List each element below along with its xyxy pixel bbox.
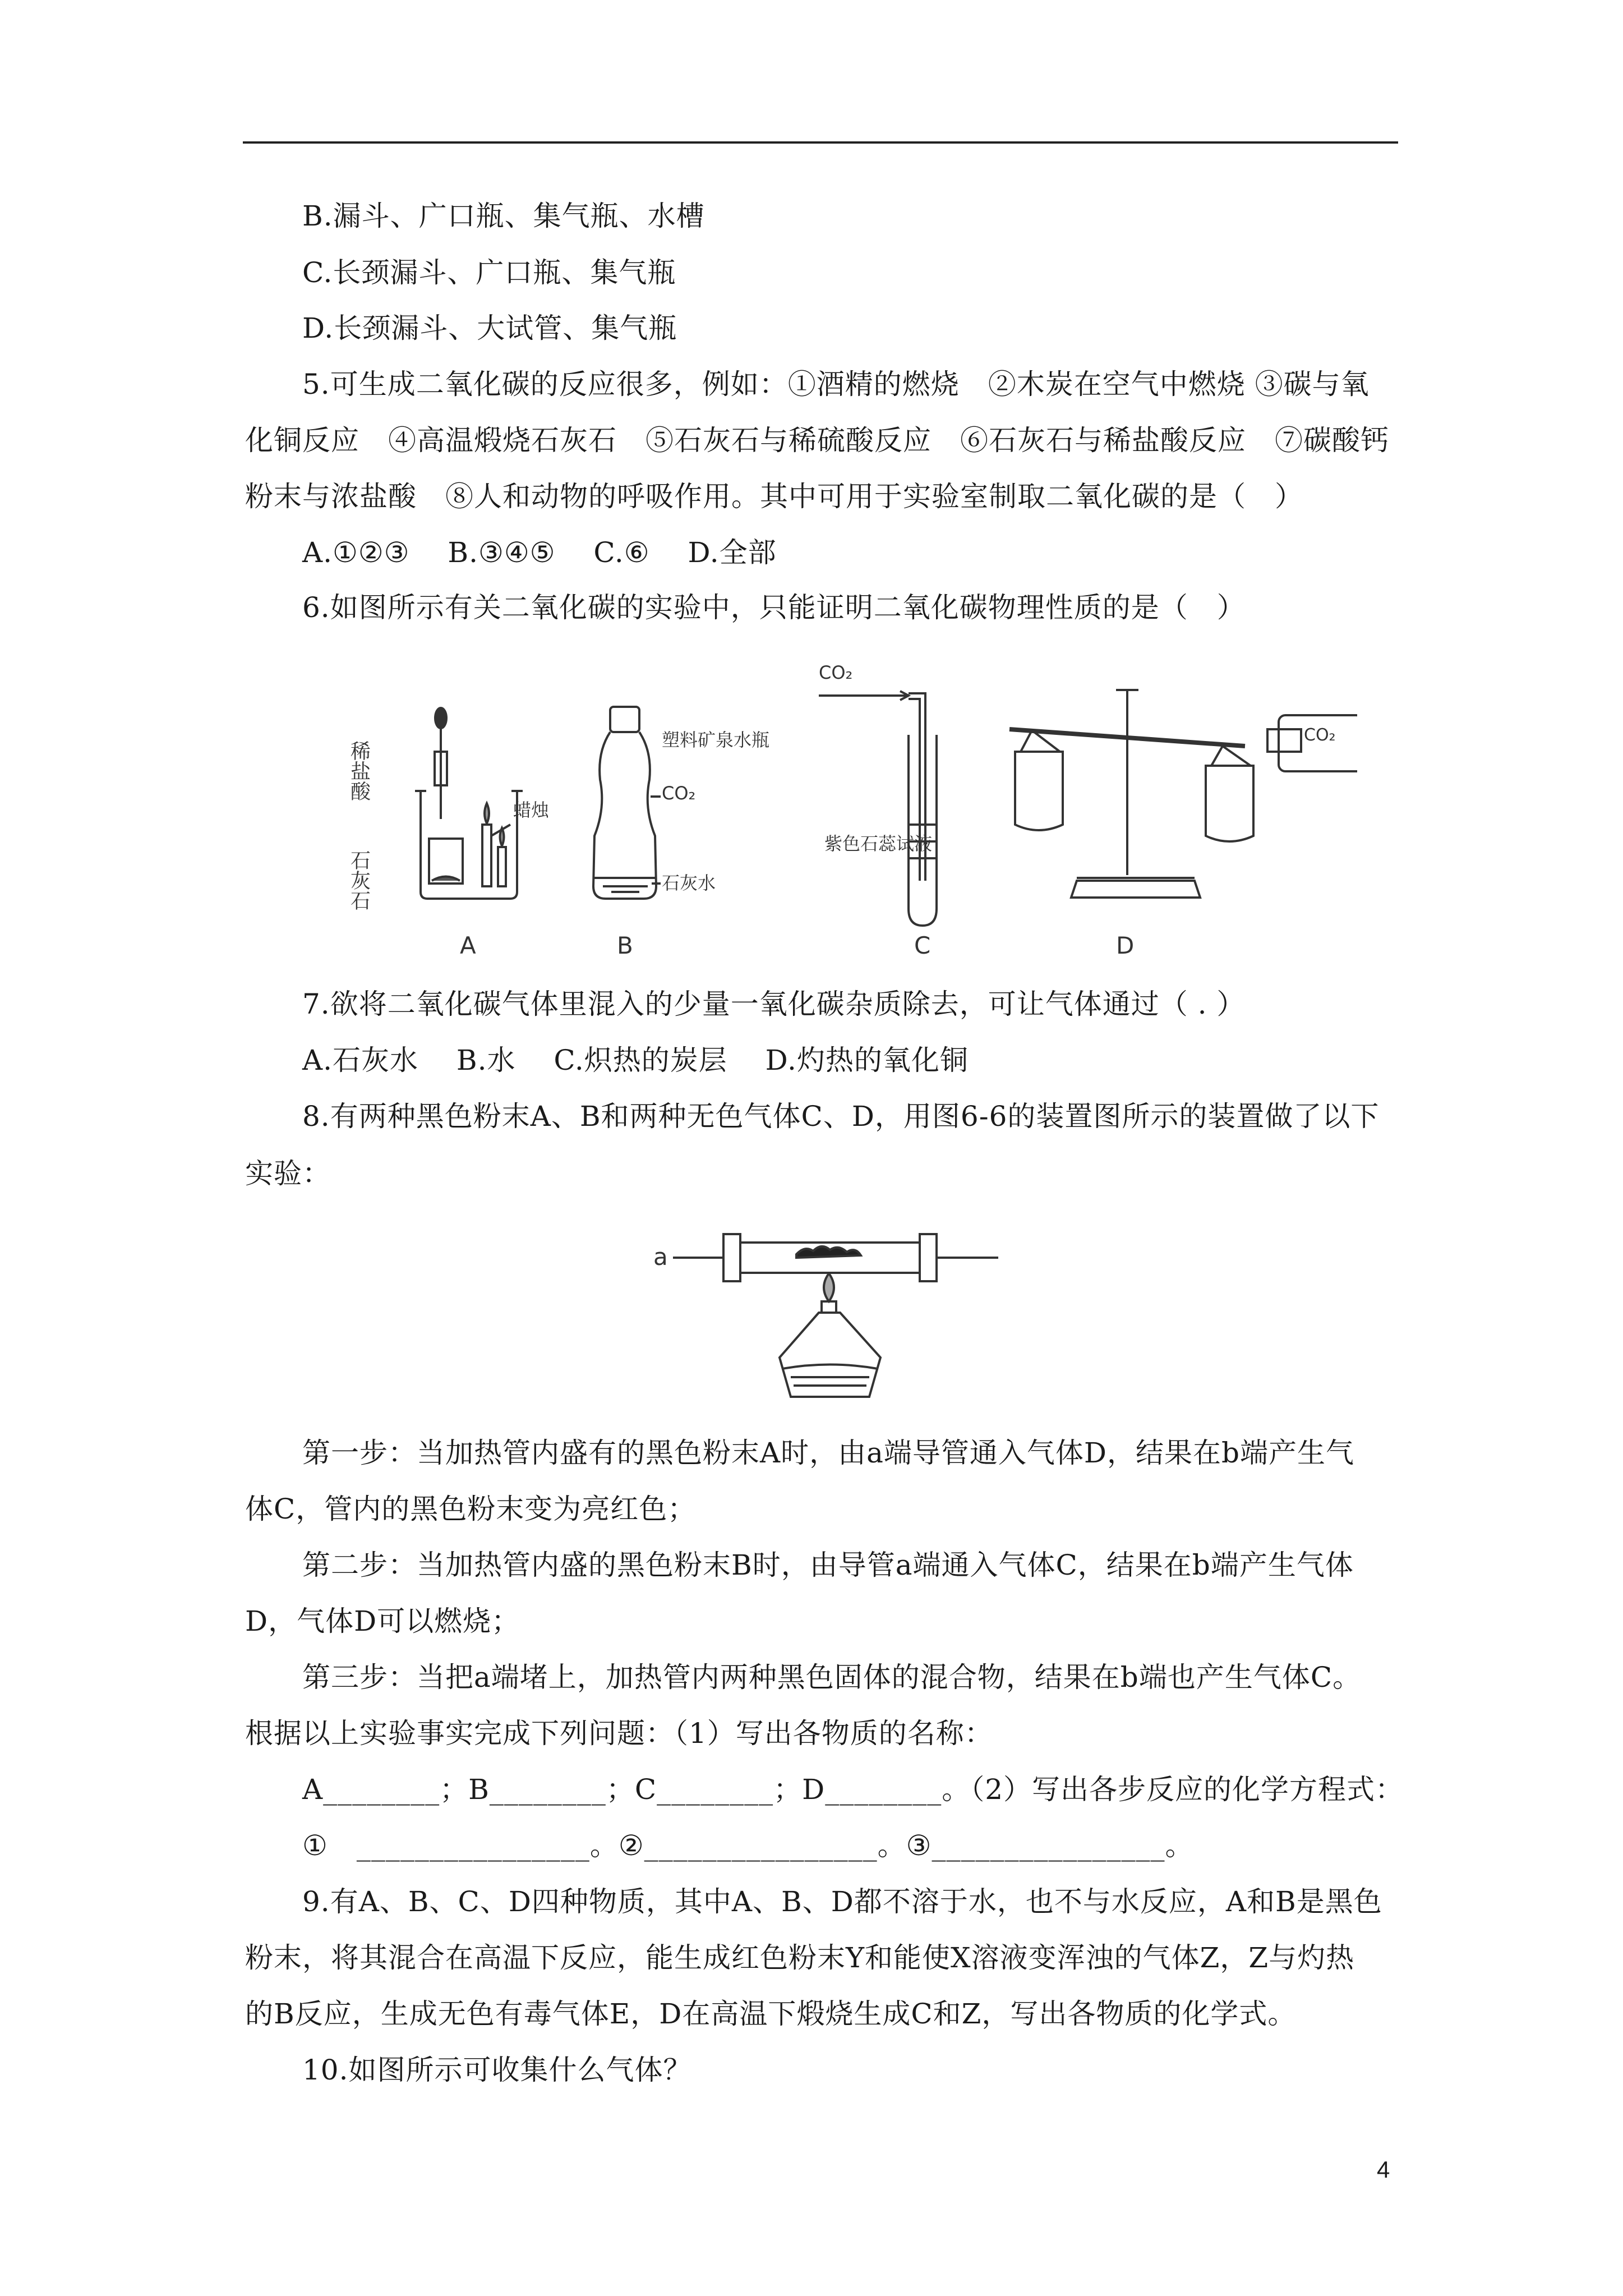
label-co2-d: CO₂ — [1304, 725, 1336, 745]
question-5-options: A.①②③ B.③④⑤ C.⑥ D.全部 — [302, 536, 777, 569]
step-1-line-1: 第一步：当加热管内盛有的黑色粉末A时，由a端导管通入气体D，结果在b端产生气 — [302, 1437, 1355, 1469]
question-5-line-2: 化铜反应 ④高温煅烧石灰石 ⑤石灰石与稀硫酸反应 ⑥石灰石与稀盐酸反应 ⑦碳酸钙 — [245, 424, 1389, 457]
label-dilute-hcl: 稀盐酸 — [348, 740, 371, 801]
step-2-line-1: 第二步：当加热管内盛的黑色粉末B时，由导管a端通入气体C，结果在b端产生气体 — [302, 1549, 1354, 1581]
question-8-figure — [651, 1212, 1009, 1414]
question-6-figure — [348, 656, 1357, 970]
caption-d: D — [1116, 932, 1135, 959]
label-limestone: 石灰石 — [348, 850, 371, 910]
question-7-options: A.石灰水 B.水 C.炽热的炭层 D.灼热的氧化铜 — [302, 1044, 969, 1076]
step-2-line-2: D，气体D可以燃烧； — [245, 1605, 520, 1637]
caption-b: B — [617, 932, 633, 959]
label-litmus: 紫色石蕊试液 — [824, 833, 933, 854]
apparatus-c — [819, 662, 937, 959]
apparatus-a — [348, 708, 550, 959]
label-bottle: 塑料矿泉水瓶 — [662, 729, 770, 751]
header-rule — [243, 141, 1398, 144]
label-co2-c: CO₂ — [819, 662, 853, 683]
question-9-line-3: 的B反应，生成无色有毒气体E，D在高温下煅烧生成C和Z，写出各物质的化学式。 — [245, 1998, 1297, 2030]
step-3-line-1: 第三步：当把a端堵上，加热管内两种黑色固体的混合物，结果在b端也产生气体C。 — [302, 1661, 1362, 1694]
question-5-line-3: 粉末与浓盐酸 ⑧人和动物的呼吸作用。其中可用于实验室制取二氧化碳的是（ ） — [245, 480, 1303, 513]
apparatus-b — [593, 707, 769, 959]
caption-a: A — [460, 932, 476, 959]
answer-blanks-equations: ① ________________。②________________。③________________。 — [302, 1829, 1194, 1862]
question-5-line-1: 5.可生成二氧化碳的反应很多，例如：①酒精的燃烧 ②木炭在空气中燃烧 ③碳与氧 — [302, 368, 1370, 401]
apparatus-d — [1009, 690, 1357, 959]
question-10: 10.如图所示可收集什么气体？ — [302, 2054, 692, 2086]
option-4d: D.长颈漏斗、大试管、集气瓶 — [302, 312, 677, 344]
step-3-line-2: 根据以上实验事实完成下列问题：（1）写出各物质的名称： — [245, 1717, 993, 1750]
option-4b: B.漏斗、广口瓶、集气瓶、水槽 — [302, 200, 705, 232]
option-4c: C.长颈漏斗、广口瓶、集气瓶 — [302, 256, 676, 289]
label-co2-b: CO₂ — [662, 783, 696, 804]
question-9-line-1: 9.有A、B、C、D四种物质，其中A、B、D都不溶于水，也不与水反应，A和B是黑色 — [302, 1885, 1382, 1918]
step-1-line-2: 体C，管内的黑色粉末变为亮红色； — [245, 1493, 697, 1525]
question-9-line-2: 粉末，将其混合在高温下反应，能生成红色粉末Y和能使X溶液变浑浊的气体Z，Z与灼热 — [245, 1941, 1355, 1974]
caption-c: C — [914, 932, 931, 959]
question-6: 6.如图所示有关二氧化碳的实验中，只能证明二氧化碳物理性质的是（ ） — [302, 591, 1246, 624]
question-8-line-1: 8.有两种黑色粉末A、B和两种无色气体C、D，用图6-6的装置图所示的装置做了以下 — [302, 1100, 1380, 1133]
label-limewater: 石灰水 — [662, 872, 716, 894]
question-7: 7.欲将二氧化碳气体里混入的少量一氧化碳杂质除去，可让气体通过（ . ） — [302, 988, 1246, 1020]
question-8-line-2: 实验： — [245, 1157, 331, 1190]
label-candle: 蜡烛 — [513, 799, 550, 821]
page-number: 4 — [1377, 2156, 1390, 2183]
label-a-end: a — [653, 1243, 668, 1271]
answer-blanks-names: A________；B________；C________；D________。（2）写出各步反应的化学方程式： — [302, 1773, 1404, 1806]
